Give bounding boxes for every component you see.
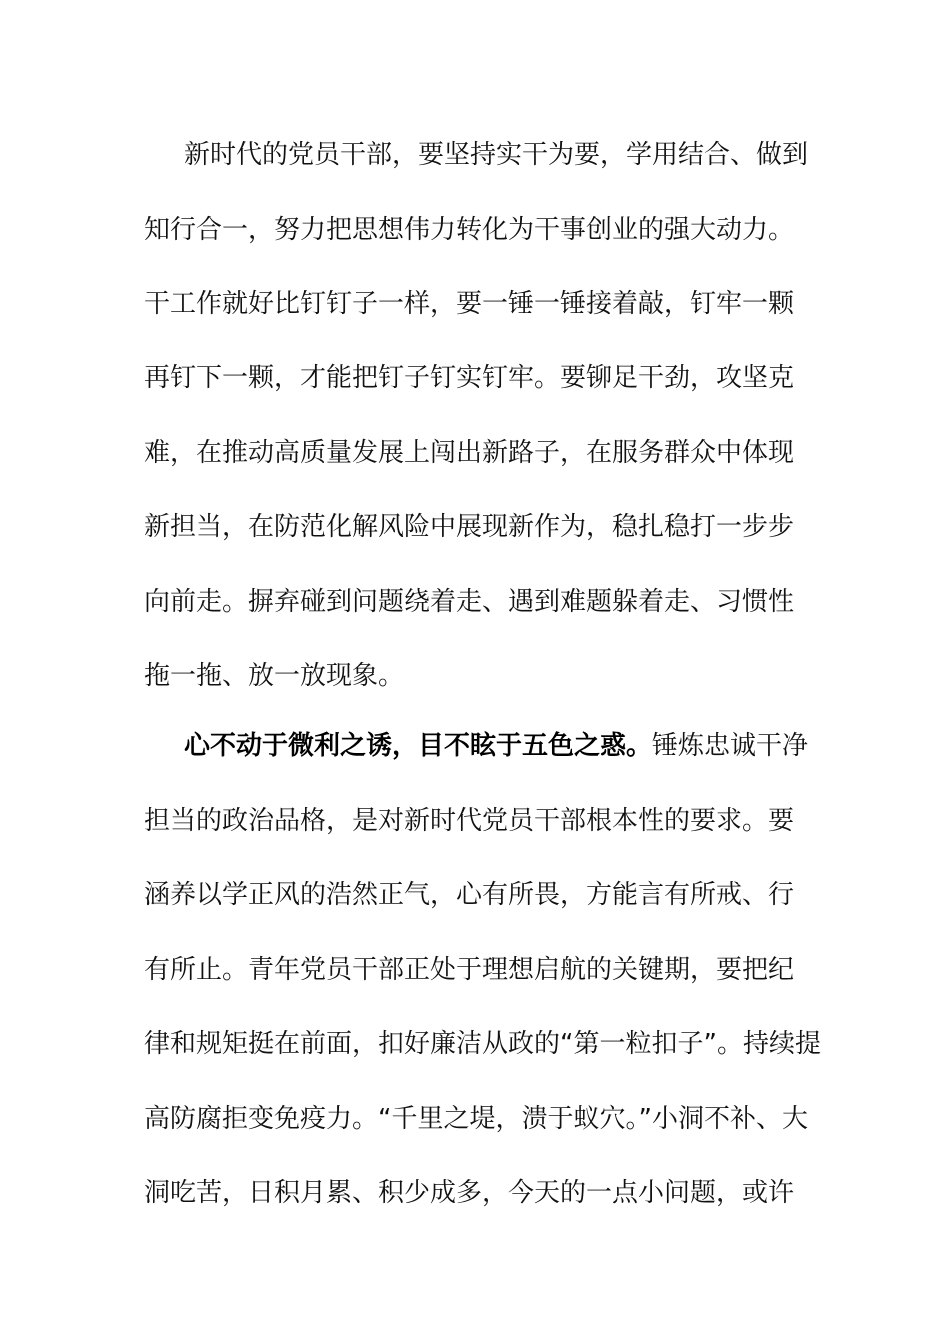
paragraph-line: 向前走。摒弃碰到问题绕着走、遇到难题躲着走、习惯性 [144,587,795,617]
paragraph-line: 新时代的党员干部，要坚持实干为要，学用结合、做到 [184,140,809,170]
paragraph-line: 担当的政治品格，是对新时代党员干部根本性的要求。要 [144,806,795,836]
paragraph-line: 干工作就好比钉钉子一样，要一锤一锤接着敲，钉牢一颗 [144,289,795,319]
paragraph-first-line [184,724,864,768]
paragraph-line: 律和规矩挺在前面，扣好廉洁从政的“第一粒扣子”。持续提 [144,1029,821,1059]
paragraph-line: 涵养以学正风的浩然正气，心有所畏，方能言有所戒、行 [144,880,795,910]
paragraph-line: 高防腐拒变免疫力。“千里之堤，溃于蚁穴。”小洞不补、大 [144,1104,808,1134]
paragraph-heading: 心不动于微利之诱，目不眩于五色之惑。 [184,731,653,761]
paragraph-line: 拖一拖、放一放现象。 [144,661,405,691]
paragraph-line: 有所止。青年党员干部正处于理想启航的关键期，要把纪 [144,955,795,985]
paragraph-line: 知行合一，努力把思想伟力转化为干事创业的强大动力。 [144,215,795,245]
paragraph-line: 新担当，在防范化解风险中展现新作为，稳扎稳打一步步 [144,512,795,542]
paragraph-line: 再钉下一颗，才能把钉子钉实钉牢。要铆足干劲，攻坚克 [144,363,795,393]
paragraph-line: 难，在推动高质量发展上闯出新路子，在服务群众中体现 [144,438,795,468]
paragraph-first-line-text: 锤炼忠诚干净 [652,731,809,761]
paragraph-line: 洞吃苦，日积月累、积少成多，今天的一点小问题，或许 [144,1178,795,1208]
